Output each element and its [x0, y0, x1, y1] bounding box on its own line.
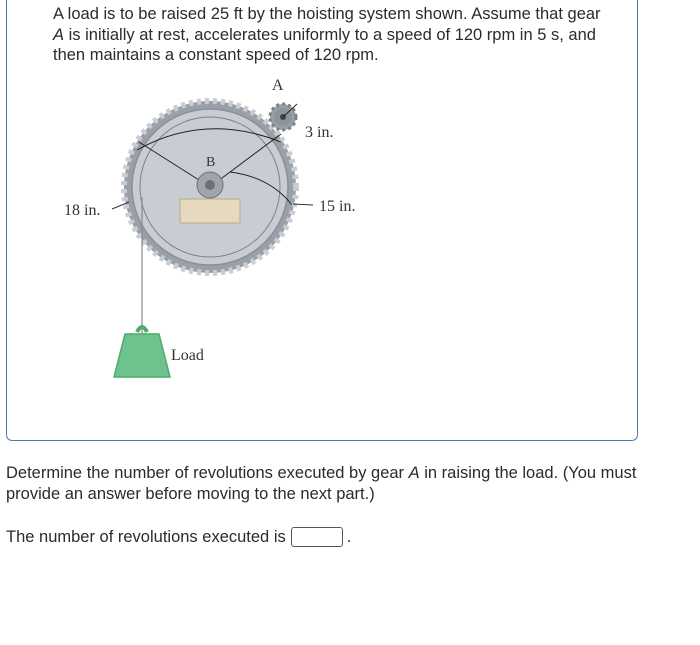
- hoist-diagram: [55, 72, 395, 392]
- statement-text-1: A load is to be raised 25 ft by the hoisting system shown. Assume that gear: [53, 5, 601, 23]
- label-load: Load: [171, 347, 204, 364]
- statement-text-2: is initially at rest, accelerates uniformly to a speed of 120 rpm in 5 s, and then maintains a constant speed of 120 rpm.: [53, 25, 596, 64]
- answer-row: [6, 527, 351, 547]
- hub-block: [180, 199, 240, 223]
- axle-center: [205, 180, 215, 190]
- question-text-1: Determine the number of revolutions executed by gear: [6, 464, 409, 482]
- problem-statement: [53, 4, 613, 66]
- answer-input[interactable]: [291, 527, 343, 547]
- question-gear-variable: A: [408, 464, 420, 482]
- label-B: B: [206, 155, 216, 170]
- load-weight: [114, 334, 170, 377]
- question-text-2: in raising the load. (You must provide an answer before moving to the next part.): [6, 464, 637, 503]
- question-text: [6, 463, 686, 505]
- answer-label: The number of revolutions executed is: [6, 527, 286, 546]
- hoist-figure: [55, 72, 395, 392]
- answer-suffix: .: [346, 527, 352, 546]
- gear-variable: A: [53, 25, 65, 44]
- label-18in: 18 in.: [64, 202, 101, 219]
- label-gear-A: A: [272, 77, 284, 94]
- label-3in: 3 in.: [305, 124, 334, 141]
- label-15in: 15 in.: [319, 198, 356, 215]
